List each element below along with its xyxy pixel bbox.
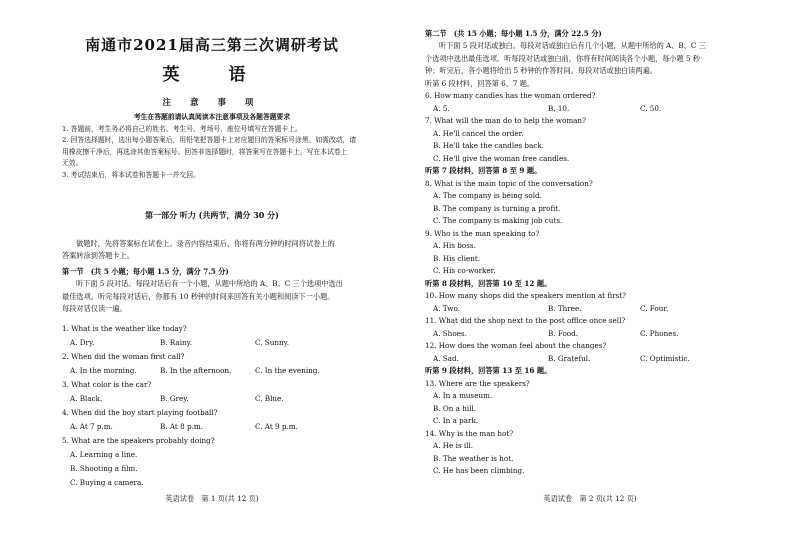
options-12 — [425, 353, 755, 366]
option-c[interactable]: C. Buying a camera. — [70, 478, 144, 487]
option-c[interactable]: C. In a park. — [433, 416, 479, 426]
options-1 — [62, 336, 362, 350]
section2: 第二节 (共 15 小题；每小题 1.5 分，满分 22.5 分) 听下面 5 段对话或独白。每段对话或独白后有几个小题，从题中所给的 A、B、C 三 个选项中选出最佳选项。听每段对话或独白前，你将有时间阅读各个小题，每小题 5 秒 钟；听完后，各小题将给出 5 秒钟的作答时间。每段对话或独白读两遍。 听第 6 段材料，回答第 6、7 题。 6. How many candles has the woman ordered? A. 5. B. 10. C. 50. 7. What will the man do to help the woman? A. He'll cancel the order. B. He'll take the candles back. C. He'll give the woman free candles. 听第 7 段材料，回答第 8 至 9 题。 8. What is the main topic of the conversation? A. The company is being sold. B. The company is turning a profit. C. The company is making job cuts. 9. Who is the man speaking to? A. His boss. B. His client. C. His co-worker. 听第 8 段材料，回答第 10 至 12 题。 10. How many shops did the speakers mention at first? A. Two. B. Three. C. Four. 11. What did the shop next to the post office once sell? A. Shoes. B. Food. C. Phones. 12. How does the woman feel about the changes? A. Sad. B. Grateful. C. Optimistic. 听第 9 段材料，回答第 13 至 16 题。 13. Where are the speakers? A. In a museum. B. On a hill. C. In a park. 14. Why is the man hot? A. He is ill. B. The weather is hot. C. He has been climbing. — [425, 28, 755, 478]
material-note: 听第 6 段材料，回答第 6、7 题。 — [425, 78, 535, 88]
option-a[interactable]: A. At 7 p.m. — [70, 422, 113, 431]
notice-item: 2. 回答选择题时，选出每小题答案后，用铅笔把答题卡上对应题目的答案标号涂黑。如需改动，请 — [62, 136, 357, 145]
option-a[interactable]: A. He'll cancel the order. — [433, 128, 524, 138]
notice-lead: 考生在答题前请认真阅读本注意事项及各题答题要求 — [133, 113, 291, 121]
question-3: 3. What color is the car? — [62, 380, 152, 389]
option-b[interactable]: B. His client. — [433, 253, 481, 263]
question-8: 8. What is the main topic of the conversation? — [425, 178, 593, 188]
subject-title: 英 语 — [162, 65, 262, 85]
option-a[interactable]: A. The company is being sold. — [433, 191, 542, 201]
question-12: 12. How does the woman feel about the changes? — [425, 341, 607, 351]
question-14: 14. Why is the man hot? — [425, 428, 514, 438]
option-c[interactable]: C. Sunny. — [255, 338, 290, 347]
page-1 — [62, 0, 362, 547]
option-b[interactable]: B. On a hill. — [433, 403, 477, 413]
option-c[interactable]: C. At 9 p.m. — [255, 422, 298, 431]
option-b[interactable]: B. In the afternoon. — [160, 366, 232, 375]
section2-title: 第二节 (共 15 小题；每小题 1.5 分，满分 22.5 分) — [425, 29, 602, 38]
option-b[interactable]: B. Three. — [548, 303, 582, 313]
material-note: 听第 9 段材料，回答第 13 至 16 题。 — [425, 366, 552, 376]
question-5: 5. What are the speakers probably doing? — [62, 436, 215, 445]
option-a[interactable]: A. 5. — [433, 103, 450, 113]
options-2 — [62, 364, 362, 378]
page-footer: 英语试卷 第 2 页(共 12 页) — [543, 494, 637, 503]
options-10 — [425, 303, 755, 316]
question-7: 7. What will the man do to help the woman? — [425, 116, 586, 126]
option-c[interactable]: C. 50. — [640, 103, 662, 113]
section1-title: 第一节 (共 5 小题；每小题 1.5 分，满分 7.5 分) — [62, 267, 229, 276]
option-b[interactable]: B. The company is turning a profit. — [433, 203, 561, 213]
option-a[interactable]: A. Sad. — [433, 353, 459, 363]
option-b[interactable]: B. Shooting a film. — [70, 464, 138, 473]
option-b[interactable]: B. Rainy. — [160, 338, 193, 347]
option-a[interactable]: A. He is ill. — [433, 441, 474, 451]
page-2 — [425, 0, 755, 547]
option-c[interactable]: C. The company is making job cuts. — [433, 216, 563, 226]
option-c[interactable]: C. Optimistic. — [640, 353, 690, 363]
option-c[interactable]: C. He has been climbing. — [433, 466, 525, 476]
option-a[interactable]: A. Dry. — [70, 338, 95, 347]
section1-questions — [62, 322, 362, 490]
notice-item: 3. 考试结束后，将本试卷和答题卡一并交回。 — [62, 170, 200, 179]
notice-item: 用橡皮擦干净后，再选涂其他答案标号。回答非选择题时，将答案写在答题卡上，写在本试卷上 — [62, 147, 348, 156]
option-b[interactable]: B. Grey. — [160, 394, 189, 403]
option-b[interactable]: B. Grateful. — [548, 353, 591, 363]
notice-title: 注 意 事 项 — [162, 98, 262, 108]
options-4 — [62, 420, 362, 434]
option-a[interactable]: A. In a museum. — [433, 391, 493, 401]
option-a[interactable]: A. Learning a line. — [70, 450, 138, 459]
question-4: 4. When did the boy start playing football? — [62, 408, 218, 417]
option-b[interactable]: B. Food. — [548, 328, 578, 338]
notice-list — [62, 112, 362, 182]
option-c[interactable]: C. Blue. — [255, 394, 284, 403]
option-b[interactable]: B. The weather is hot. — [433, 453, 514, 463]
option-c[interactable]: C. Four. — [640, 303, 669, 313]
exam-title: 南通市2021届高三第三次调研考试 — [85, 36, 339, 54]
option-c[interactable]: C. Phones. — [640, 328, 679, 338]
option-b[interactable]: B. At 8 p.m. — [160, 422, 203, 431]
part1-title: 第一部分 听力 (共两节，满分 30 分) — [145, 210, 279, 220]
option-c[interactable]: C. His co-worker. — [433, 266, 496, 276]
question-10: 10. How many shops did the speakers mention at first? — [425, 291, 626, 301]
page-footer: 英语试卷 第 1 页(共 12 页) — [165, 494, 259, 503]
option-a[interactable]: A. Shoes. — [433, 328, 467, 338]
part1-intro: 做题时，先将答案标在试卷上。录音内容结束后，你将有两分钟的时间将试卷上的 答案转涂到答题卡上。 — [62, 239, 335, 261]
option-b[interactable]: B. He'll take the candles back. — [433, 141, 544, 151]
option-c[interactable]: C. He'll give the woman free candles. — [433, 153, 570, 163]
notice-item: 1. 答题前，考生务必将自己的姓名、考生号、考场号、座位号填写在答题卡上。 — [62, 124, 302, 133]
question-2: 2. When did the woman first call? — [62, 352, 185, 361]
question-11: 11. What did the shop next to the post office once sell? — [425, 316, 626, 326]
question-13: 13. Where are the speakers? — [425, 378, 530, 388]
option-c[interactable]: C. In the evening. — [255, 366, 320, 375]
options-6 — [425, 103, 755, 116]
section1: 第一节 (共 5 小题；每小题 1.5 分，满分 7.5 分) 听下面 5 段对话。每段对话后有一个小题，从题中所给的 A、B、C 三个选项中选出 最佳选项。听完每段对话后，你都有 10 秒钟的时间来回答有关小题和阅读下一小题。 每段对话仅读一遍。 — [62, 266, 362, 316]
notice-item: 无效。 — [62, 159, 83, 168]
question-6: 6. How many candles has the woman ordered? — [425, 91, 596, 101]
question-9: 9. Who is the man speaking to? — [425, 228, 540, 238]
option-a[interactable]: A. In the morning. — [70, 366, 137, 375]
options-3 — [62, 392, 362, 406]
option-b[interactable]: B. 10. — [548, 103, 570, 113]
option-a[interactable]: A. Black. — [70, 394, 103, 403]
question-1: 1. What is the weather like today? — [62, 324, 187, 333]
option-a[interactable]: A. Two. — [433, 303, 460, 313]
option-a[interactable]: A. His boss. — [433, 241, 476, 251]
options-11 — [425, 328, 755, 341]
material-note: 听第 8 段材料，回答第 10 至 12 题。 — [425, 278, 552, 288]
material-note: 听第 7 段材料，回答第 8 至 9 题。 — [425, 166, 542, 176]
